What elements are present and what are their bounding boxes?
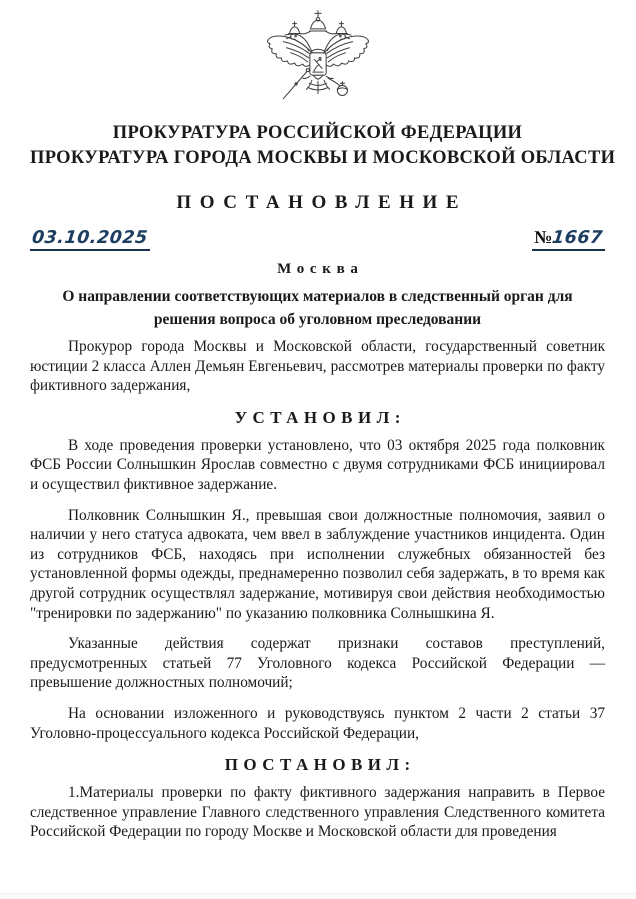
- document-body: [30, 337, 605, 842]
- org-name-line1: ПРОКУРАТУРА РОССИЙСКОЙ ФЕДЕРАЦИИ: [112, 123, 523, 143]
- paragraph-established-4: На основании изложенного и руководствуясь пунктом 2 части 2 статьи 37 Уголовно-процессуального кодекса Российской Федерации,: [30, 704, 605, 742]
- russia-coat-of-arms-icon: [30, 8, 605, 121]
- paragraph-resolved-1: 1.Материалы проверки по факту фиктивного задержания направить в Первое следственное управление Главного следственного управления Следственного комитета Российской Федерации по городу Москве и Московской области для проведения: [30, 784, 605, 841]
- city-line: Москва: [277, 261, 364, 277]
- number-sign: №: [534, 227, 553, 247]
- date-number-row: [30, 223, 605, 251]
- document-number-field: [532, 227, 605, 251]
- org-name-line2: ПРОКУРАТУРА ГОРОДА МОСКВЫ И МОСКОВСКОЙ ОБЛАСТИ: [30, 148, 616, 168]
- page-bottom-edge: [0, 893, 636, 899]
- document-date: 03.10.2025: [30, 228, 149, 248]
- paragraph-established-3: Указанные действия содержат признаки составов преступлений, предусмотренных статьей 77 Уголовного кодекса Российской Федерации — превышение должностных полномочий;: [30, 635, 605, 692]
- paragraph-intro: Прокурор города Москвы и Московской области, государственный советник юстиции 2 класса Аллен Демьян Евгеньевич, рассмотрев материалы проверки по факту фиктивного задержания,: [30, 338, 605, 395]
- section-heading-ustanovil: УСТАНОВИЛ:: [234, 407, 406, 427]
- paragraph-established-2: Полковник Солнышкин Я., превышая свои должностные полномочия, заявил о наличии у него статуса адвоката, чем ввел в заблуждение участников инцидента. Один из сотрудников ФСБ, находясь при исполнении служебных обязанностей без установленной формы одежды, преднамеренно позволил себя задержать, в то время как другой сотрудник осуществлял задержание, мотивируя свои действия необходимостью "тренировки по задержанию" по указанию полковника Солнышкина Я.: [30, 506, 605, 622]
- document-date-field: [30, 228, 150, 251]
- paragraph-established-1: В ходе проведения проверки установлено, что 03 октября 2025 года полковник ФСБ России Солнышкин Ярослав совместно с двумя сотрудниками ФСБ инициировал и осуществил фиктивное задержание.: [30, 436, 605, 493]
- section-heading-postanovil: ПОСТАНОВИЛ:: [224, 755, 416, 775]
- document-type-heading: ПОСТАНОВЛЕНИЕ: [176, 192, 468, 213]
- document-number: 1667: [551, 228, 605, 248]
- document-title: О направлении соответствующих материалов в следственный орган для решения вопроса об уголовном преследовании: [62, 288, 573, 328]
